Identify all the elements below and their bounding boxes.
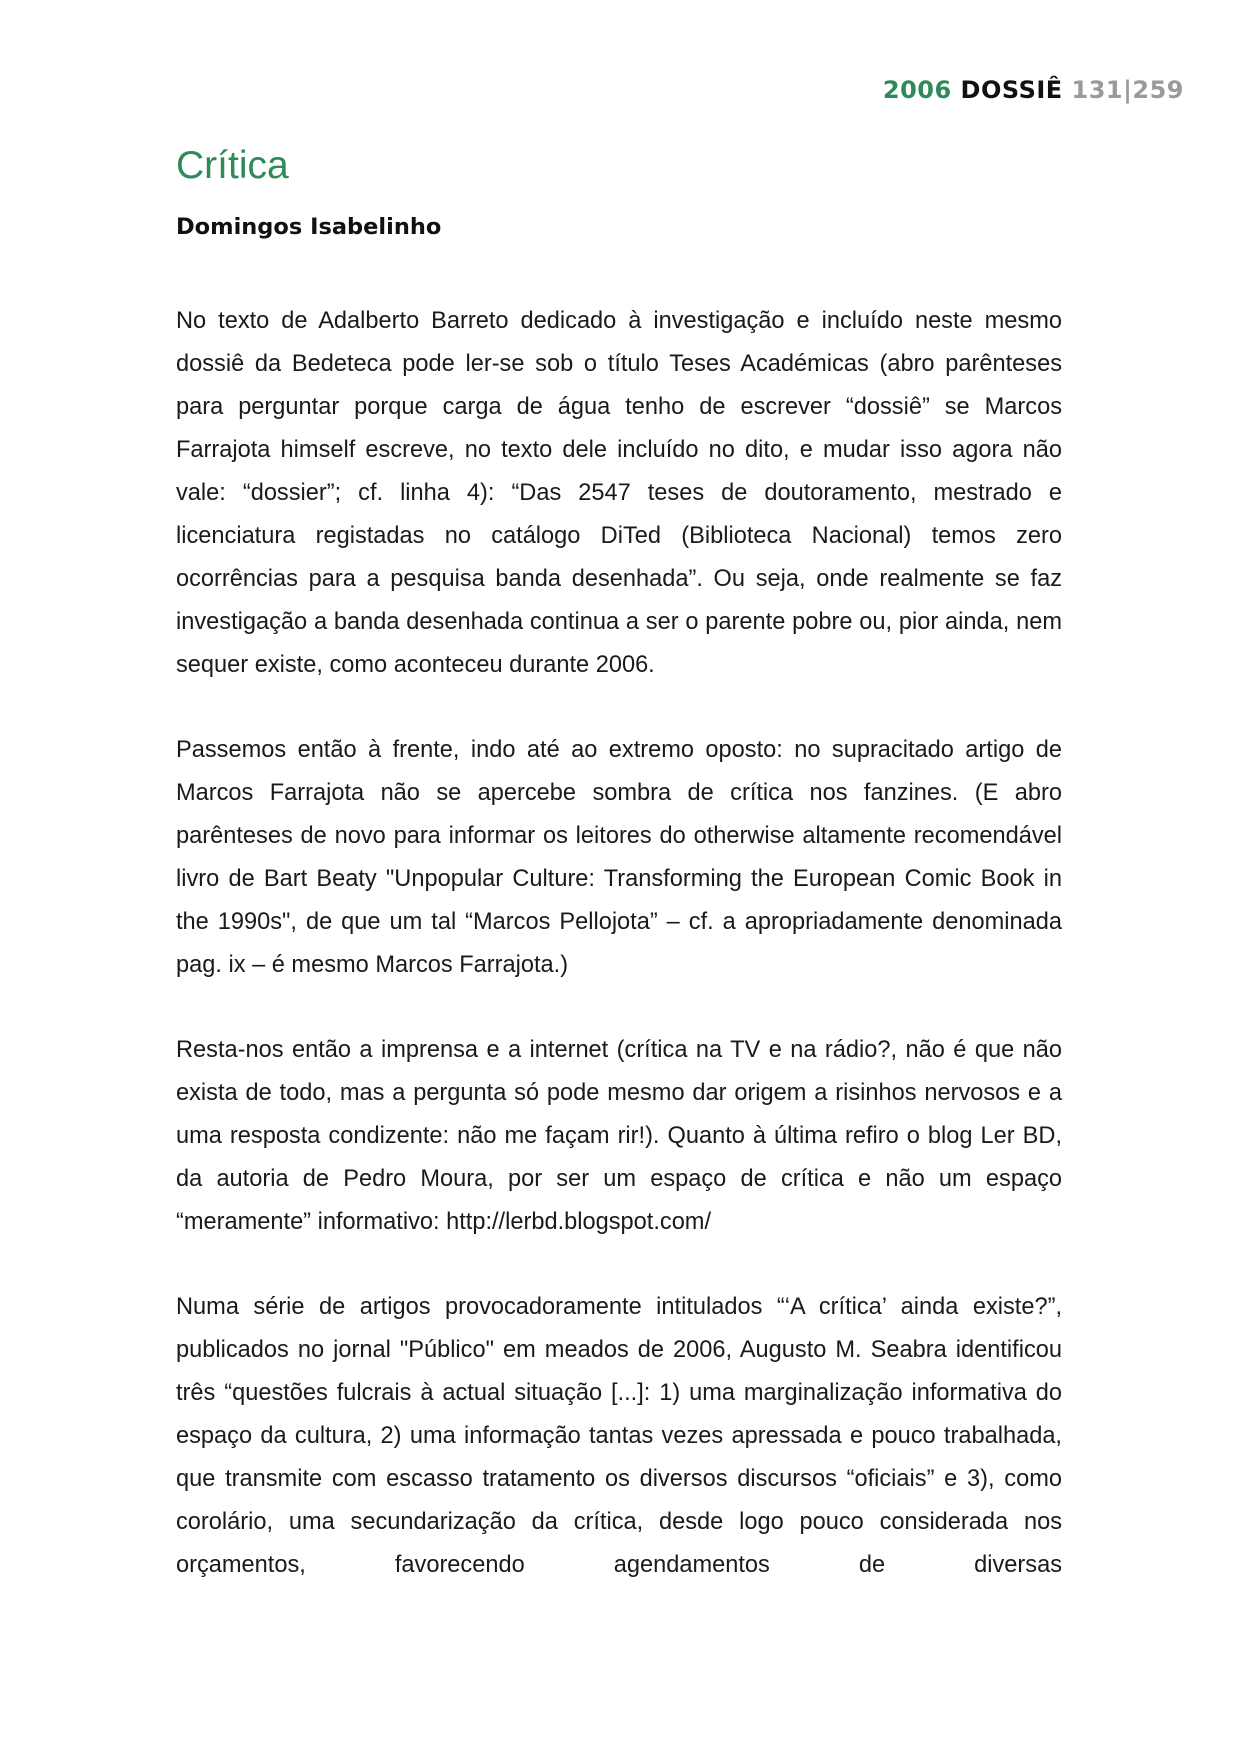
header-section-label: DOSSIÊ [960,76,1063,104]
article-title: Crítica [176,144,289,187]
running-header [883,76,1184,104]
paragraph: Resta-nos então a imprensa e a internet (crítica na TV e na rádio?, não é que não exista de todo, mas a pergunta só pode mesmo dar origem a risinhos nervosos e a uma resposta condizente: não me façam rir!). Quanto à última refiro o blog Ler BD, da autoria de Pedro Moura, por ser um espaço de crítica e não um espaço “meramente” informativo: http://lerbd.blogspot.com/ [176,1037,1062,1235]
header-year: 2006 [882,76,952,104]
paragraph: Numa série de artigos provocadoramente intitulados “‘A crítica’ ainda existe?”, publicados no jornal "Público" em meados de 2006, Augusto M. Seabra identificou três “questões fulcrais à actual situação [...]: 1) uma marginalização informativa do espaço da cultura, 2) uma informação tantas vezes apressada e pouco trabalhada, que transmite com escasso tratamento os diversos discursos “oficiais” e 3), como corolário, uma secundarização da crítica, desde logo pouco considerada nos orçamentos, favorecendo agendamentos de diversas [176,1294,1062,1578]
article-author: Domingos Isabelinho [176,214,442,240]
paragraph: Passemos então à frente, indo até ao extremo oposto: no supracitado artigo de Marcos Farrajota não se apercebe sombra de crítica nos fanzines. (E abro parênteses de novo para informar os leitores do otherwise altamente recomendável livro de Bart Beaty "Unpopular Culture: Transforming the European Comic Book in the 1990s", de que um tal “Marcos Pellojota” – cf. a apropriadamente denominada pag. ix – é mesmo Marcos Farrajota.) [176,737,1062,978]
header-page-numbers: 131|259 [1071,76,1184,104]
paragraph: No texto de Adalberto Barreto dedicado à investigação e incluído neste mesmo dossiê da Bedeteca pode ler-se sob o título Teses Académicas (abro parênteses para perguntar porque carga de água tenho de escrever “dossiê” se Marcos Farrajota himself escreve, no texto dele incluído no dito, e mudar isso agora não vale: “dossier”; cf. linha 4): “Das 2547 teses de doutoramento, mestrado e licenciatura registadas no catálogo DiTed (Biblioteca Nacional) temos zero ocorrências para a pesquisa banda desenhada”. Ou seja, onde realmente se faz investigação a banda desenhada continua a ser o parente pobre ou, pior ainda, nem sequer existe, como aconteceu durante 2006. [176,308,1062,678]
article-body [176,300,1062,1629]
